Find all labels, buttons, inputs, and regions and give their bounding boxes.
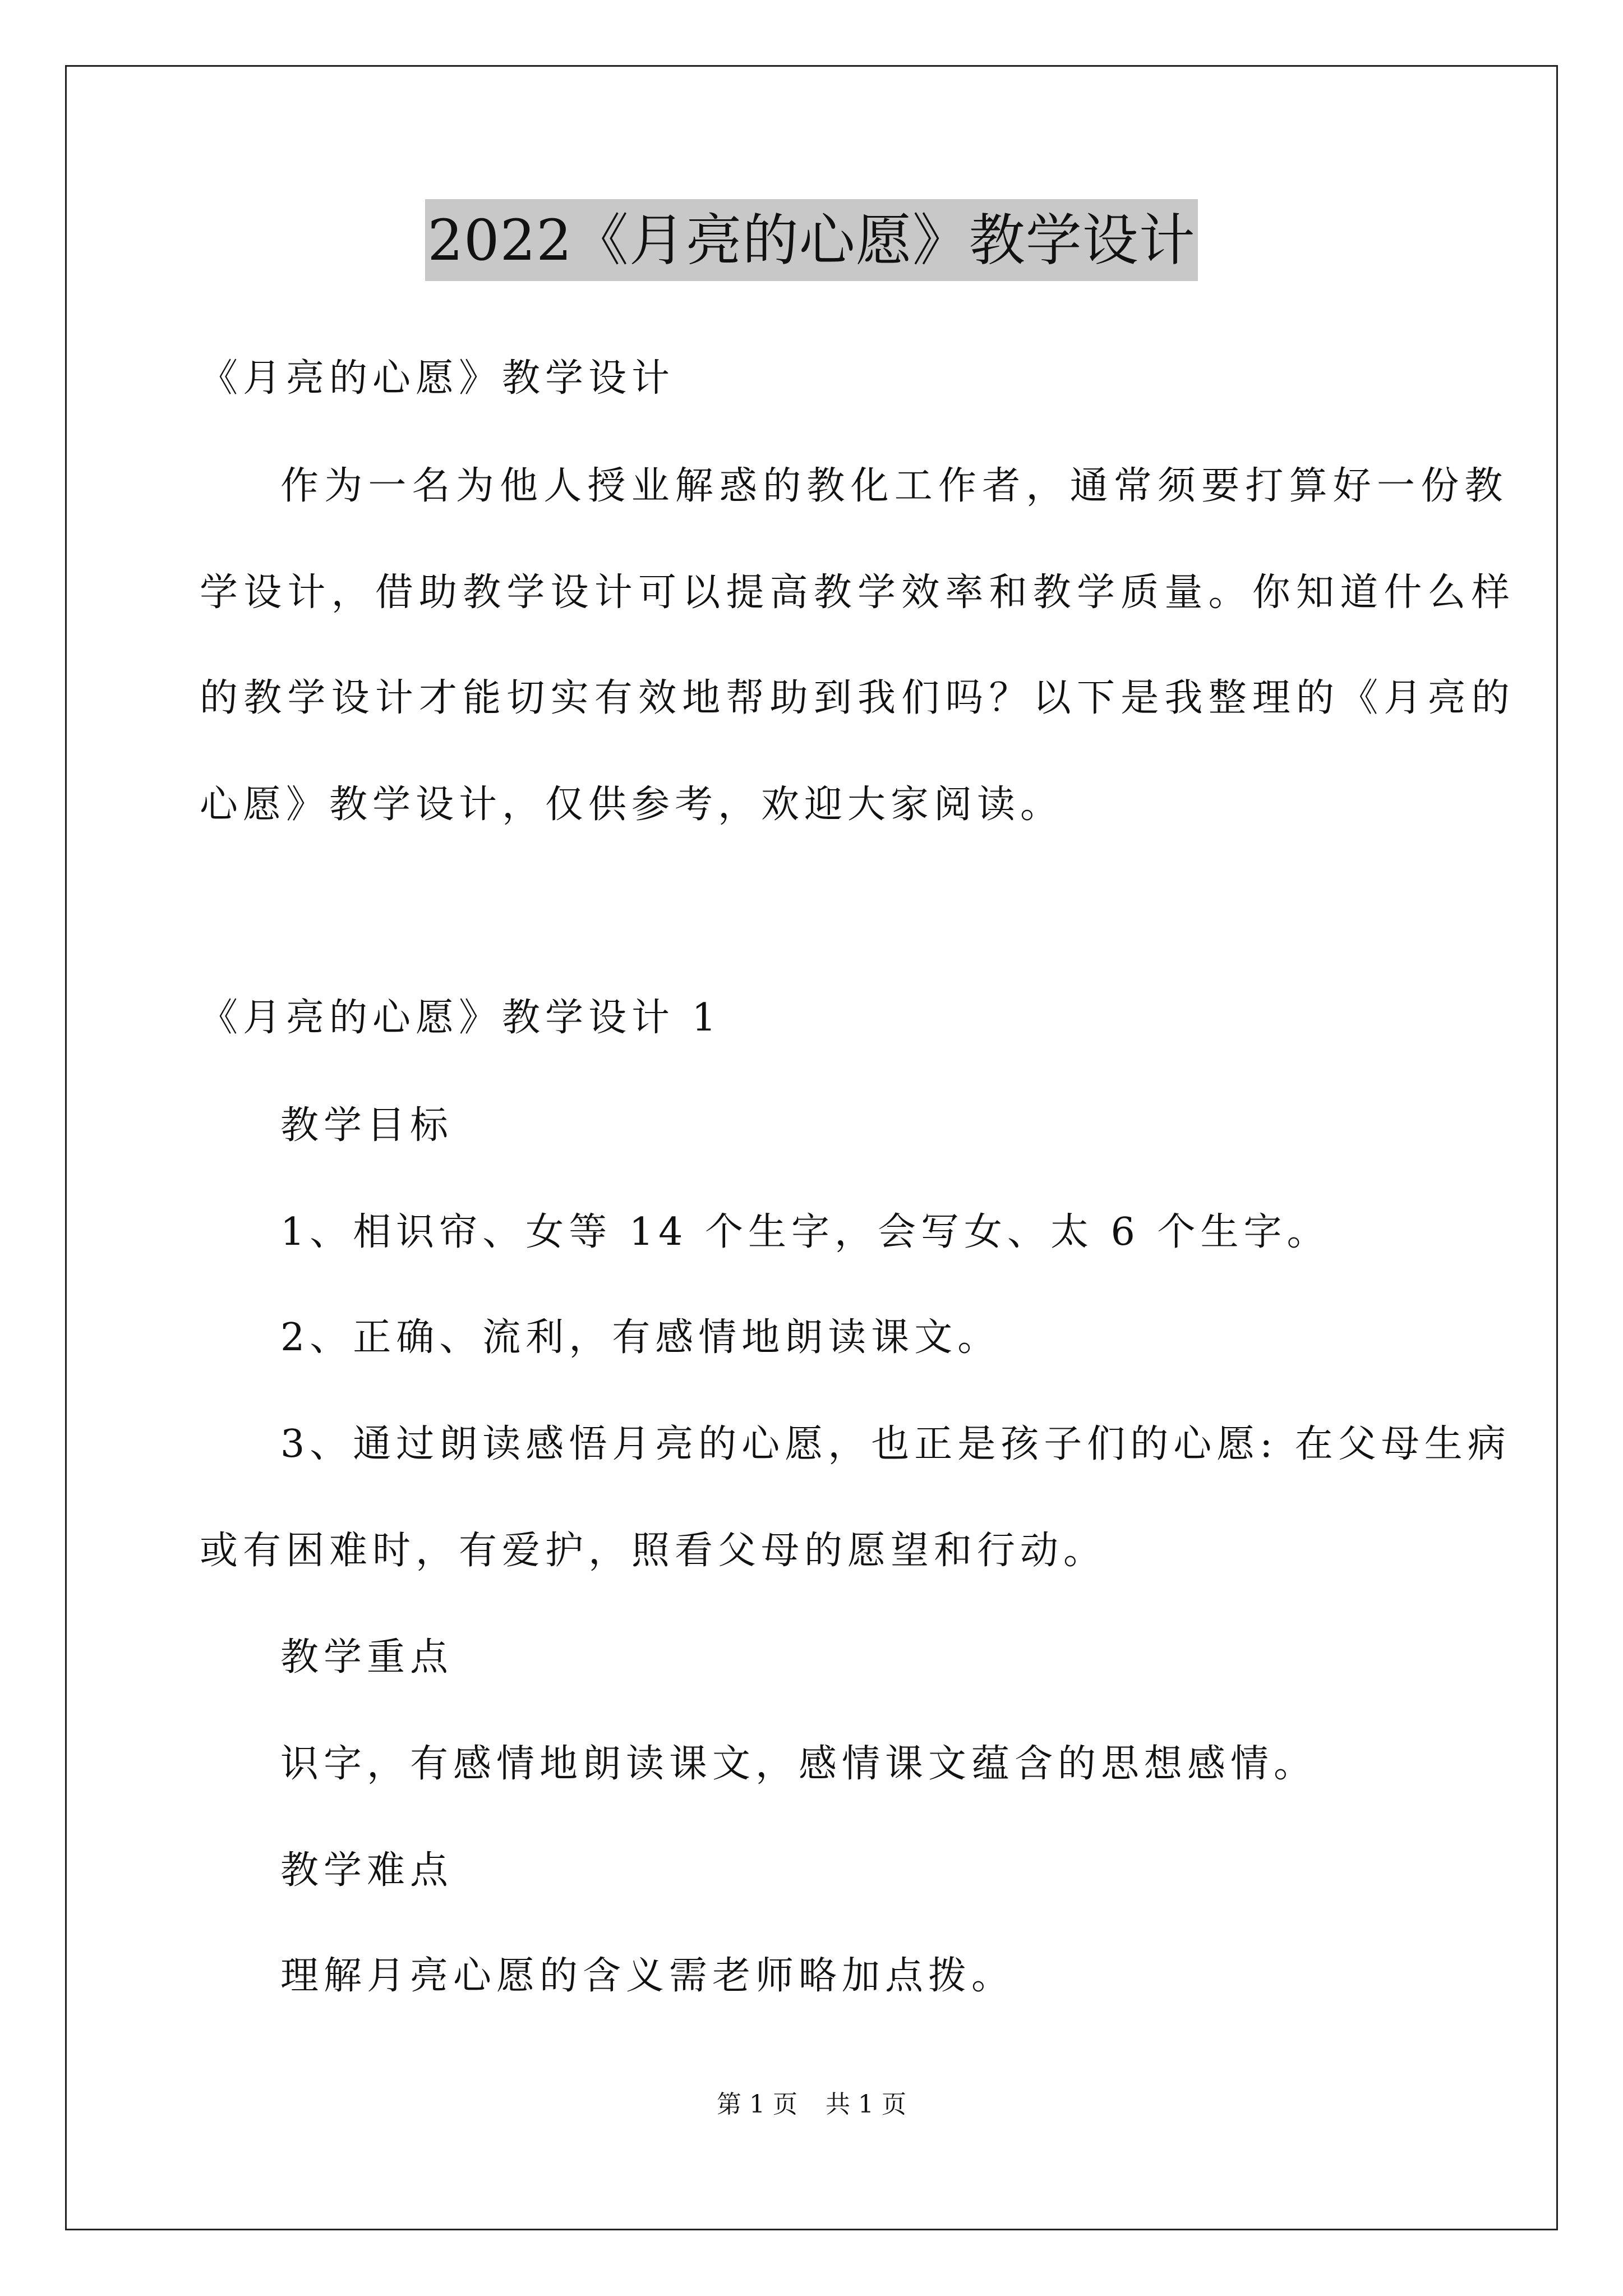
title-container	[65, 199, 1558, 281]
section-title: 《月亮的心愿》教学设计 1	[200, 996, 721, 1040]
goal-2: 2、正确、流利，有感情地朗读课文。	[280, 1315, 1001, 1360]
goals-heading: 教学目标	[280, 1103, 454, 1148]
intro-line-1: 作为一名为他人授业解惑的教化工作者，通常须要打算好一份教	[280, 464, 1509, 508]
difficulty-text: 理解月亮心愿的含义需老师略加点拨。	[280, 1954, 1015, 1998]
goal-1: 1、相识帘、女等 14 个生字，会写女、太 6 个生字。	[280, 1210, 1330, 1254]
page-footer	[65, 2088, 1558, 2122]
intro-line-3: 的教学设计才能切实有效地帮助到我们吗？以下是我整理的《月亮的	[200, 676, 1516, 720]
goal-3-line-2: 或有困难时，有爱护，照看父母的愿望和行动。	[200, 1529, 1107, 1573]
document-title: 2022《月亮的心愿》教学设计	[425, 199, 1198, 281]
difficulty-heading: 教学难点	[280, 1848, 454, 1893]
intro-line-4: 心愿》教学设计，仅供参考，欢迎大家阅读。	[200, 783, 1064, 827]
goal-3-line-1: 3、通过朗读感悟月亮的心愿，也正是孩子们的心愿: 在父母生病	[280, 1422, 1511, 1466]
page-number-current: 第 1 页	[717, 2090, 797, 2119]
key-heading: 教学重点	[280, 1635, 454, 1680]
intro-line-2: 学设计，借助教学设计可以提高教学效率和教学质量。你知道什么样	[200, 570, 1516, 615]
document-subtitle: 《月亮的心愿》教学设计	[200, 356, 675, 401]
page-number-total: 共 1 页	[826, 2090, 906, 2119]
key-text: 识字，有感情地朗读课文，感情课文蕴含的思想感情。	[280, 1742, 1317, 1786]
